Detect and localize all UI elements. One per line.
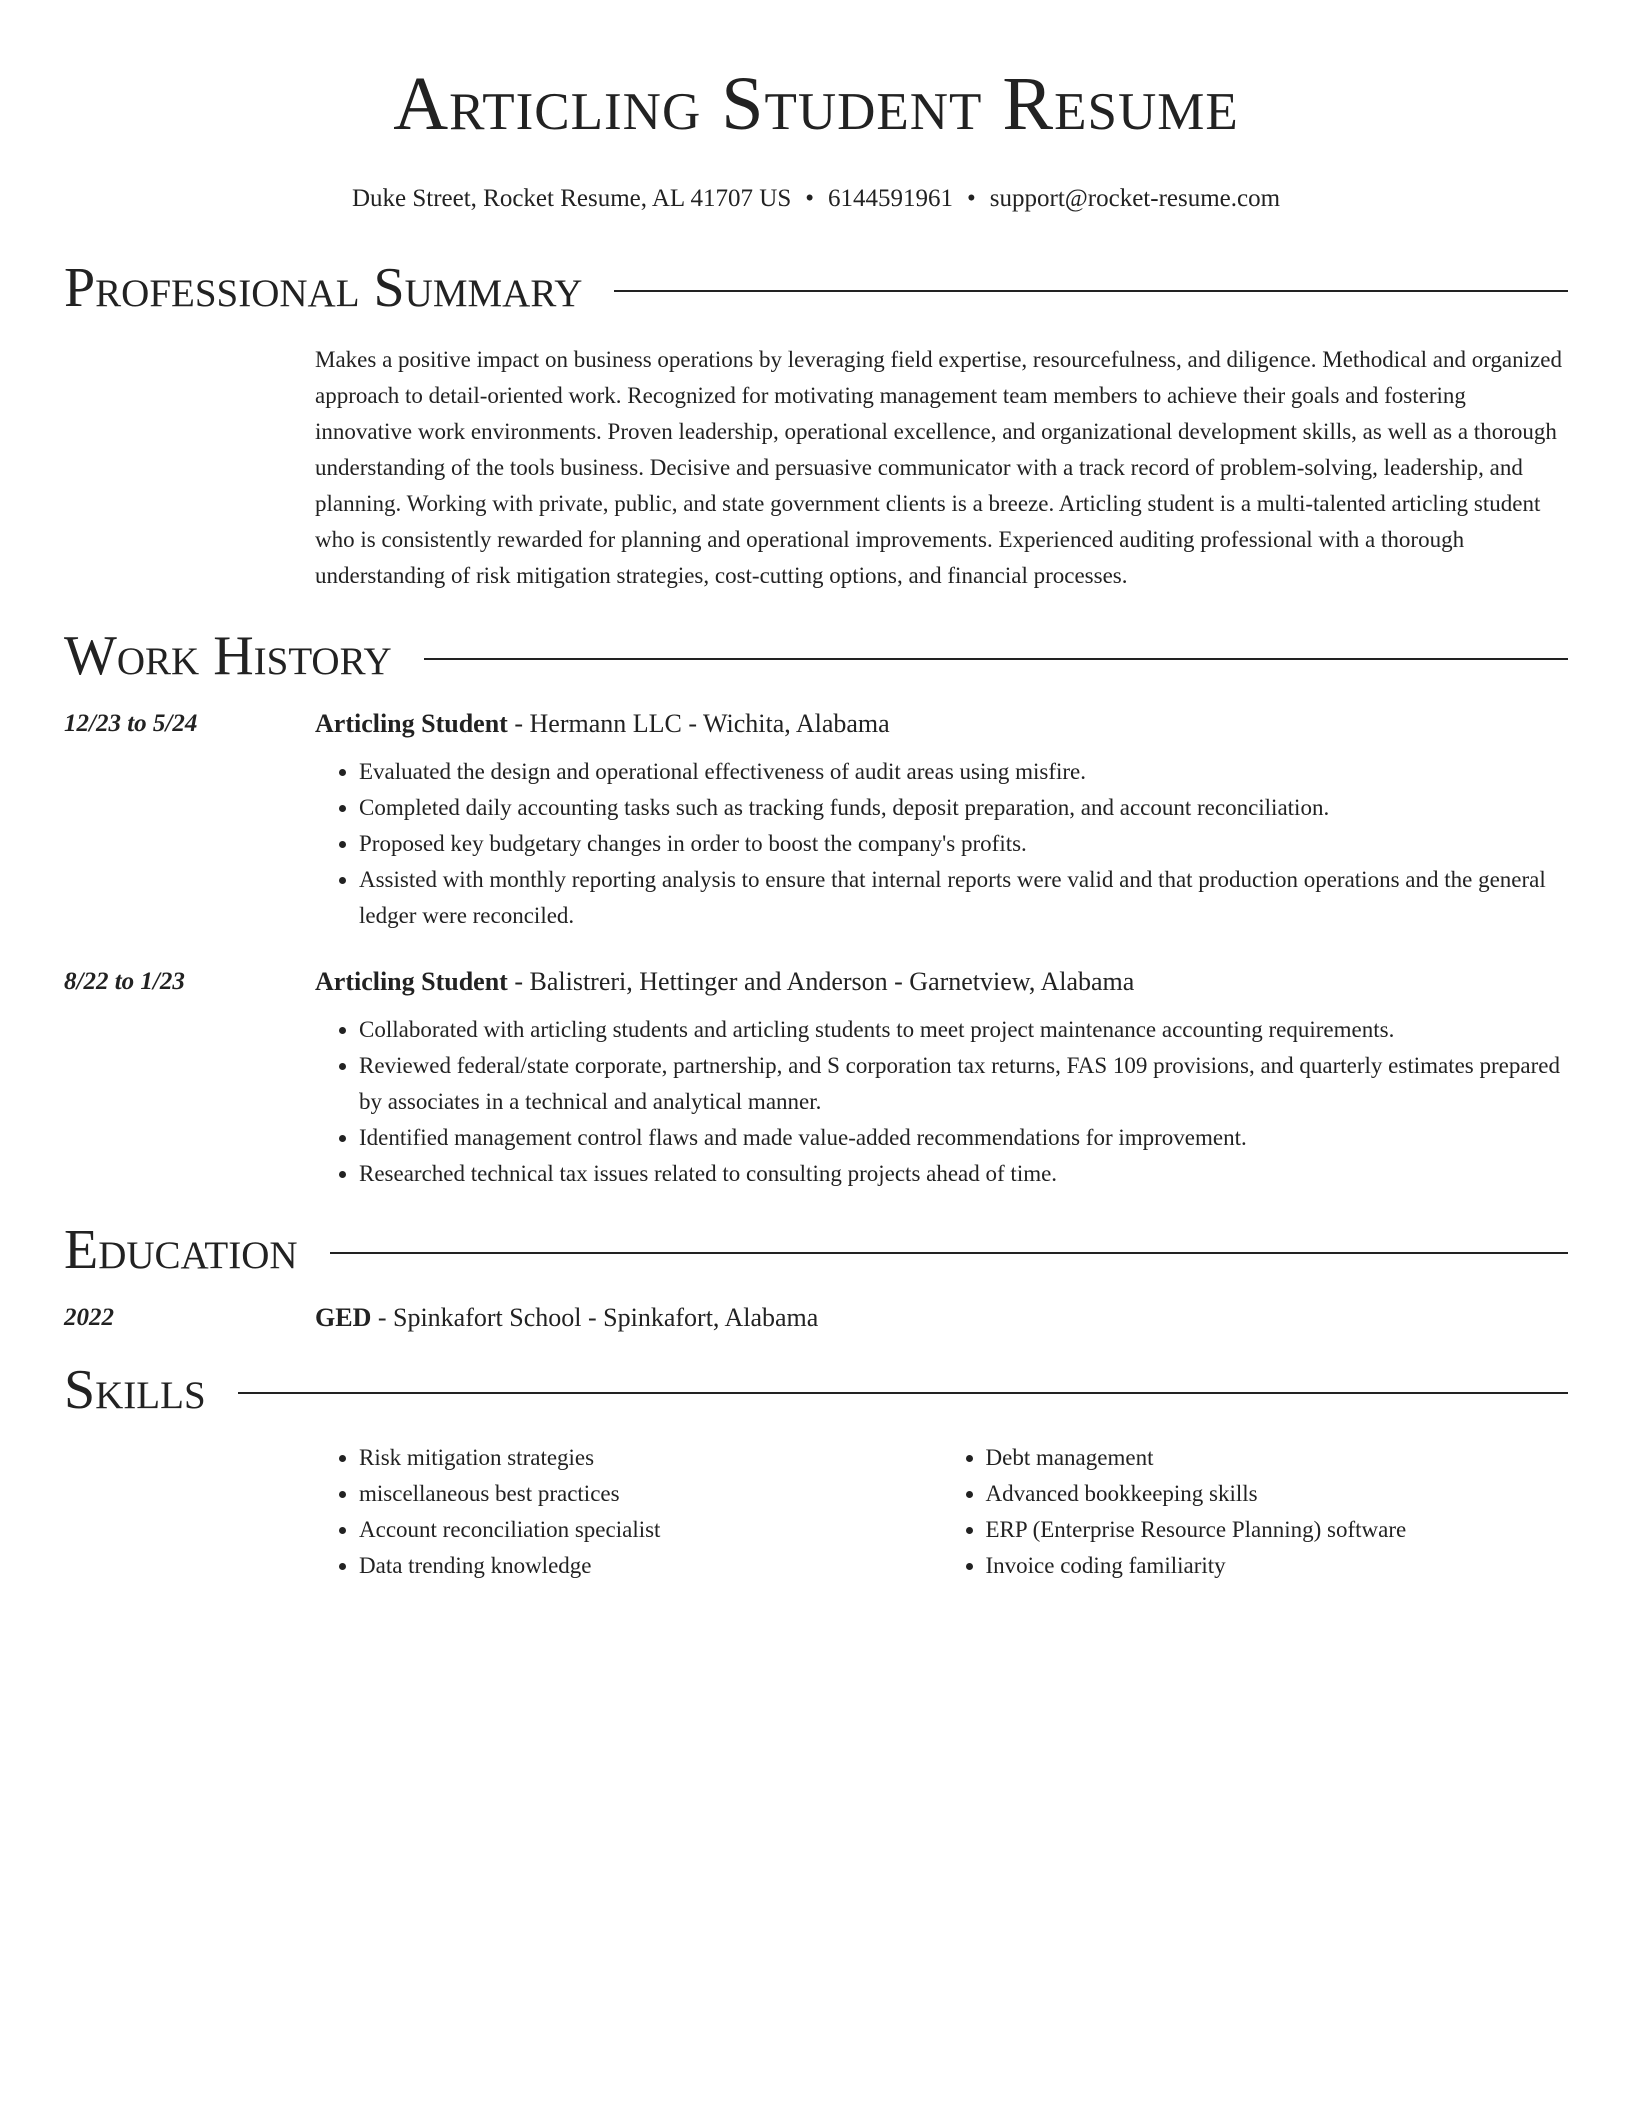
education-year: 2022 xyxy=(64,1304,114,1331)
job-bullet: • Evaluated the design and operational effectiveness of audit areas using misfire. xyxy=(359,754,1568,790)
contact-phone: 6144591961 xyxy=(828,185,953,212)
summary-text: Makes a positive impact on business operations by leveraging field expertise, resourcefulness, and diligence. Methodical and organized approach to detail-oriented work. Recognized for motivating management team members to achieve their goals and fostering innovative work environments. Proven leadership, operational excellence, and organizational development skills, as well as a thorough understanding of the tools business. Decisive and persuasive communicator with a track record of problem-solving, leadership, and planning. Working with private, public, and state government clients is a breeze. Articling student is a multi-talented articling student who is consistently rewarded for planning and operational improvements. Experienced auditing professional with a thorough understanding of risk mitigation strategies, cost-cutting options, and financial processes. xyxy=(315,347,1562,588)
job-headline xyxy=(315,708,1568,740)
job-role: Articling Student xyxy=(315,709,508,738)
contact-address: Duke Street, Rocket Resume, AL 41707 US xyxy=(351,185,792,212)
job-role: Articling Student xyxy=(315,967,508,996)
job-dates: 12/23 to 5/24 xyxy=(64,710,198,737)
skill-item: • Debt management xyxy=(986,1440,1569,1476)
contact-separator: • xyxy=(805,185,814,212)
education-headline xyxy=(315,1302,1568,1334)
job-bullet: • Proposed key budgetary changes in order to boost the company's profits. xyxy=(359,826,1568,862)
skill-item: • Advanced bookkeeping skills xyxy=(986,1476,1569,1512)
job-bullet: • Reviewed federal/state corporate, partnership, and S corporation tax returns, FAS 109 provisions, and quarterly estimates prepared by associates in a technical and analytical manner. xyxy=(359,1048,1568,1120)
education-body xyxy=(315,1302,1568,1334)
education-entry xyxy=(64,1302,1568,1334)
skills-list-left xyxy=(315,1440,942,1584)
skills-section-header xyxy=(64,1358,1568,1422)
job-body xyxy=(315,708,1568,934)
skills-list-right xyxy=(942,1440,1569,1584)
contact-line xyxy=(64,184,1568,214)
summary-title: Professional Summary xyxy=(64,257,583,319)
job-headline xyxy=(315,966,1568,998)
job-dates: 8/22 to 1/23 xyxy=(64,968,185,995)
job-bullet: • Completed daily accounting tasks such as tracking funds, deposit preparation, and account reconciliation. xyxy=(359,790,1568,826)
job-body xyxy=(315,966,1568,1192)
work-title: Work History xyxy=(64,625,392,687)
skill-item: • Account reconciliation specialist xyxy=(359,1512,942,1548)
skill-item: • Invoice coding familiarity xyxy=(986,1548,1569,1584)
education-section-header xyxy=(64,1218,1568,1282)
section-divider xyxy=(238,1392,1568,1394)
job-bullet: • Identified management control flaws and made value-added recommendations for improvement. xyxy=(359,1120,1568,1156)
job-entry xyxy=(64,966,1568,1192)
section-divider xyxy=(614,290,1568,292)
job-bullet: • Collaborated with articling students and articling students to meet project maintenance accounting requirements. xyxy=(359,1012,1568,1048)
job-bullet: • Researched technical tax issues related to consulting projects ahead of time. xyxy=(359,1156,1568,1192)
summary-section-header xyxy=(64,256,1568,320)
job-bullet: • Assisted with monthly reporting analysis to ensure that internal reports were valid and that production operations and the general ledger were reconciled. xyxy=(359,862,1568,934)
education-degree: GED xyxy=(315,1303,372,1332)
job-details: - Balistreri, Hettinger and Anderson - Garnetview, Alabama xyxy=(507,967,1135,996)
skill-item: • Data trending knowledge xyxy=(359,1548,942,1584)
skill-item: • Risk mitigation strategies xyxy=(359,1440,942,1476)
resume-name: Articling Student Resume xyxy=(393,62,1239,146)
section-divider xyxy=(330,1252,1568,1254)
job-entry xyxy=(64,708,1568,934)
job-details: - Hermann LLC - Wichita, Alabama xyxy=(507,709,890,738)
section-divider xyxy=(424,658,1568,660)
skills-title: Skills xyxy=(64,1359,206,1421)
job-bullets xyxy=(315,754,1568,934)
work-section-header xyxy=(64,624,1568,688)
contact-separator: • xyxy=(967,185,976,212)
job-bullets xyxy=(315,1012,1568,1192)
education-title: Education xyxy=(64,1219,298,1281)
contact-email: support@rocket-resume.com xyxy=(989,185,1281,212)
skill-item: • miscellaneous best practices xyxy=(359,1476,942,1512)
skills-columns xyxy=(315,1440,1568,1584)
education-details: - Spinkafort School - Spinkafort, Alabama xyxy=(371,1303,819,1332)
skill-item: • ERP (Enterprise Resource Planning) software xyxy=(986,1512,1569,1548)
